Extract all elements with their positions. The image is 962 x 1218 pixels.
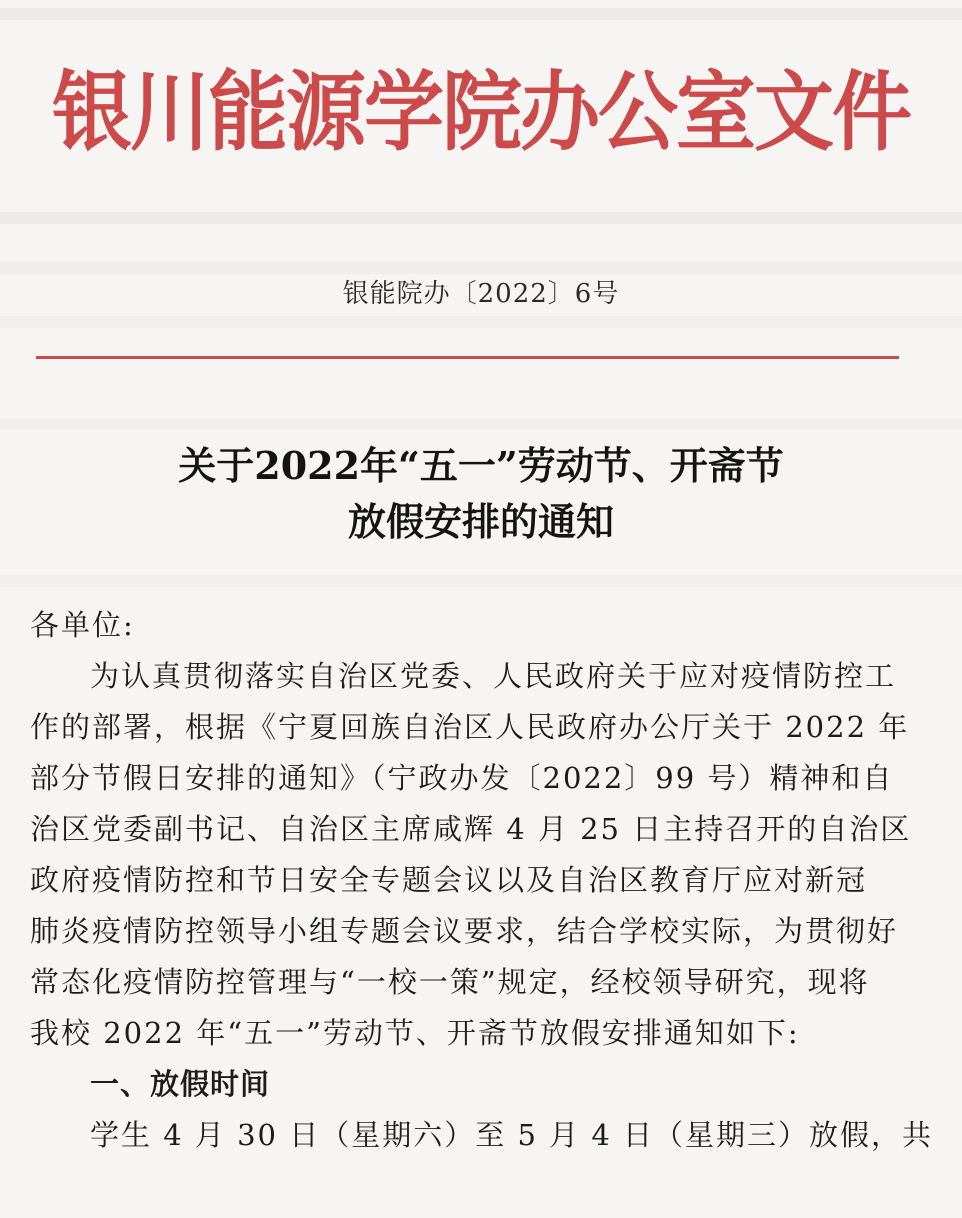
header-divider-rule [36, 356, 899, 359]
notice-body [30, 600, 934, 1161]
body-line: 政府疫情防控和节日安全专题会议以及自治区教育厅应对新冠 [30, 863, 868, 897]
body-line: 为认真贯彻落实自治区党委、人民政府关于应对疫情防控工 [90, 659, 897, 693]
body-line: 学生 4 月 30 日（星期六）至 5 月 4 日（星期三）放假，共 [90, 1118, 934, 1152]
notice-title-line-1: 关于2022年“五一”劳动节、开斋节 [178, 443, 784, 488]
paper-bleed-through [0, 575, 962, 587]
document-number: 银能院办〔2022〕6号 [342, 279, 620, 309]
paper-bleed-through [0, 418, 962, 430]
org-document-header: 银川能源学院办公室文件 [52, 62, 910, 163]
body-line: 治区党委副书记、自治区主席咸辉 4 月 25 日主持召开的自治区 [30, 812, 912, 846]
notice-title-line-2: 放假安排的通知 [347, 499, 614, 544]
notice-title [0, 438, 962, 550]
body-line: 肺炎疫情防控领导小组专题会议要求，结合学校实际，为贯彻好 [30, 914, 899, 948]
body-line: 部分节假日安排的通知》（宁政办发〔2022〕99 号）精神和自 [30, 761, 894, 795]
section-heading-holiday-time: 一、放假时间 [90, 1067, 271, 1101]
body-line: 作的部署，根据《宁夏回族自治区人民政府办公厅关于 2022 年 [30, 710, 910, 744]
body-line: 常态化疫情防控管理与“一校一策”规定，经校领导研究，现将 [30, 965, 870, 999]
paper-bleed-through [0, 212, 962, 224]
salutation: 各单位: [30, 608, 135, 642]
paper-bleed-through [0, 262, 962, 274]
paper-bleed-through [0, 8, 962, 20]
body-line: 我校 2022 年“五一”劳动节、开斋节放假安排通知如下: [30, 1016, 800, 1050]
paper-bleed-through [0, 316, 962, 328]
